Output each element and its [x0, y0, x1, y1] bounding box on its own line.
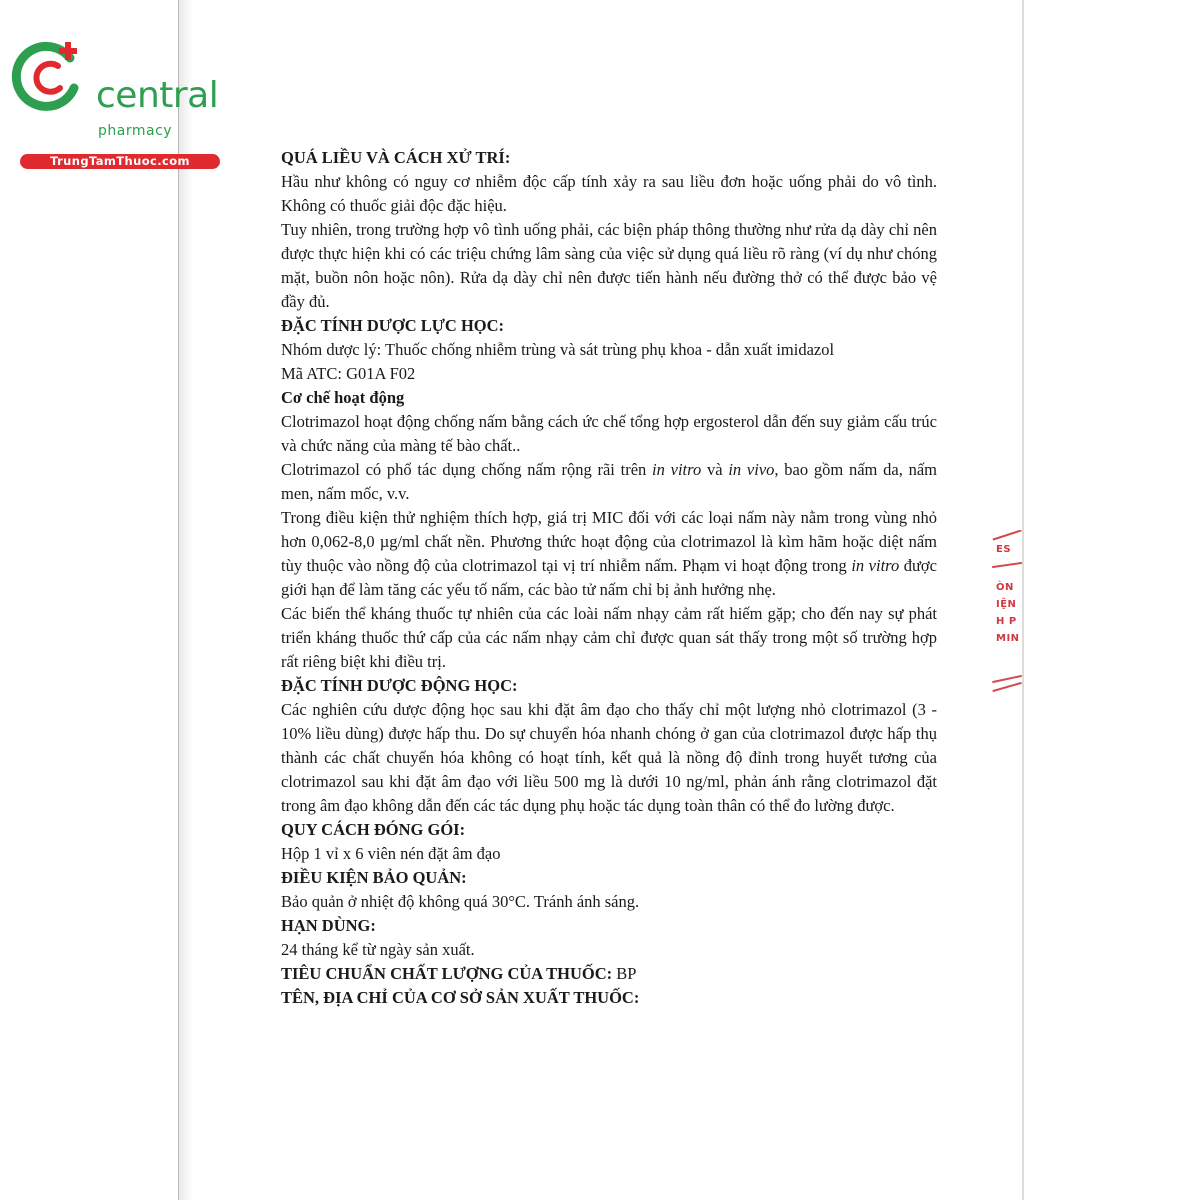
italic-term: in vivo: [728, 460, 775, 479]
text-run: Clotrimazol có phổ tác dụng chống nấm rộng rãi trên: [281, 460, 653, 479]
text-run: và: [701, 460, 729, 479]
overdose-paragraph: Hầu như không có nguy cơ nhiễm độc cấp tính xảy ra sau liều đơn hoặc uống phải do vô tình. Không có thuốc giải độc đặc hiệu.: [281, 172, 937, 215]
shelf-life-text: 24 tháng kể từ ngày sản xuất.: [281, 940, 475, 959]
stamp-ring-line: [993, 530, 1022, 540]
text-run: được giới hạn để làm tăng các yếu tố nấm, các bào tử nấm chỉ bị ảnh hưởng nhẹ.: [281, 556, 937, 599]
manufacturer-heading: TÊN, ĐỊA CHỈ CỦA CƠ SỞ SẢN XUẤT THUỐC:: [281, 988, 640, 1007]
logo-tagline: pharmacy: [98, 123, 173, 139]
packaging-heading: QUY CÁCH ĐÓNG GÓI:: [281, 820, 466, 839]
packaging-text: Hộp 1 vỉ x 6 viên nén đặt âm đạo: [281, 844, 501, 863]
pharmacological-group: Nhóm dược lý: Thuốc chống nhiễm trùng và sát trùng phụ khoa - dẫn xuất imidazol: [281, 340, 835, 359]
text-run: , bao gồm nấm da, nấm men, nấm mốc, v.v.: [281, 460, 938, 503]
mechanism-heading: Cơ chế hoạt động: [281, 388, 405, 407]
spectrum-paragraph: [281, 458, 937, 506]
leaflet-page: [281, 146, 937, 1010]
stamp-fragment: IỆN: [996, 599, 1017, 610]
pharmacokinetics-paragraph: Các nghiên cứu dược động học sau khi đặt âm đạo cho thấy chỉ một lượng nhỏ clotrimazol (3 - 10% liều dùng) được hấp thu. Do sự chuyển hóa nhanh chóng ở gan của clotrimazol được hấp thụ thành các chất chuyển hóa không có hoạt tính, kết quả là nồng độ đỉnh trong huyết tương của clotrimazol sau khi đặt âm đạo với liều 500 mg là dưới 10 ng/ml, phản ánh rằng clotrimazol đặt trong âm đạo không dẫn đến các tác dụng phụ hoặc tác dụng toàn thân có thể đo lường được.: [281, 700, 937, 815]
atc-code: Mã ATC: G01A F02: [281, 364, 416, 383]
overdose-heading: QUÁ LIỀU VÀ CÁCH XỬ TRÍ:: [281, 148, 511, 167]
resistance-paragraph: Các biến thể kháng thuốc tự nhiên của các loài nấm nhạy cảm rất hiếm gặp; cho đến nay sự phát triển kháng thuốc thứ cấp của các nấm nhạy cảm chỉ được quan sát thấy trong một số trường hợp rất riêng biệt khi điều trị.: [281, 604, 937, 671]
stamp-fragment: H P: [996, 616, 1017, 627]
central-pharmacy-logo[interactable]: [10, 36, 219, 168]
italic-term: in vitro: [652, 460, 702, 479]
shelf-life-heading: HẠN DÙNG:: [281, 916, 376, 935]
mechanism-paragraph: Clotrimazol hoạt động chống nấm bằng cách ức chế tổng hợp ergosterol dẫn đến suy giảm cấu trúc và chức năng của màng tế bào chất..: [281, 412, 937, 455]
logo-mark-icon: [10, 36, 90, 116]
pharmacodynamics-heading: ĐẶC TÍNH DƯỢC LỰC HỌC:: [281, 316, 505, 335]
quality-standard-value: BP: [612, 964, 637, 983]
storage-heading: ĐIỀU KIỆN BẢO QUẢN:: [281, 868, 467, 887]
stamp-ring-line: [992, 562, 1022, 568]
stamp-fragment: MIN: [996, 633, 1020, 644]
text-run: Trong điều kiện thử nghiệm thích hợp, giá trị MIC đối với các loại nấm này nằm trong vùng nhỏ hơn 0,062-8,0 µg/ml chất nền. Phương thức hoạt động của clotrimazol là kìm hãm hoặc diệt nấm tùy thuộc vào nồng độ của clotrimazol tại vị trí nhiễm nấm. Phạm vi hoạt động trong: [281, 508, 937, 575]
quality-standard-line: [281, 962, 937, 986]
italic-term: in vitro: [851, 556, 900, 575]
stamp-fragment: ES: [996, 544, 1012, 555]
logo-name: central: [96, 75, 219, 116]
logo-url-banner: [20, 154, 220, 169]
storage-text: Bảo quản ở nhiệt độ không quá 30°C. Tránh ánh sáng.: [281, 892, 640, 911]
stamp-ring-line: [992, 682, 1021, 692]
mic-paragraph: [281, 506, 937, 602]
quality-standard-heading: TIÊU CHUẨN CHẤT LƯỢNG CỦA THUỐC:: [281, 964, 613, 983]
stamp-ring-line: [992, 675, 1022, 683]
logo-url: TrungTamThuoc.com: [50, 154, 190, 168]
pharmacokinetics-heading: ĐẶC TÍNH DƯỢC ĐỘNG HỌC:: [281, 676, 518, 695]
red-stamp-fragment: [992, 530, 1026, 695]
page-edge-left: [178, 0, 193, 1200]
stamp-fragment: ÒN: [996, 582, 1014, 593]
overdose-paragraph: Tuy nhiên, trong trường hợp vô tình uống phải, các biện pháp thông thường như rửa dạ dày chỉ nên được thực hiện khi có các triệu chứng lâm sàng của việc sử dụng quá liều rõ ràng (ví dụ như chóng mặt, buồn nôn hoặc nôn). Rửa dạ dày chỉ nên được tiến hành nếu đường thở có thể được bảo vệ đầy đủ.: [281, 220, 937, 311]
